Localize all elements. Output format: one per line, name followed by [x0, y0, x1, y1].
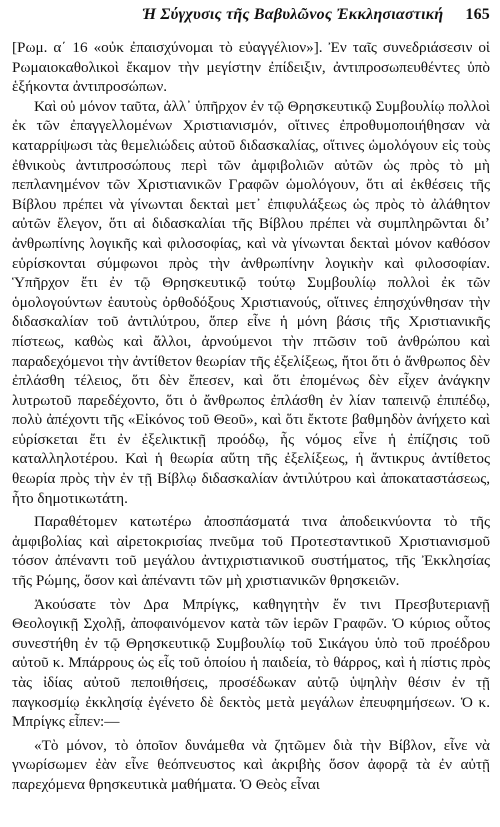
book-page: [12, 6, 490, 821]
page-number: 165: [465, 6, 490, 23]
paragraph-5: «Τὸ μόνον, τὸ ὁποῖον δυνάμεθα νὰ ζητῶμεν διὰ τὴν Βίβλον, εἶνε νὰ γνωρίσωμεν ἐὰν εἶνε θεόπνευστος καὶ ἀκριβὴς ὅσον ἀφορᾷ τὰ ἐν αὐτῇ παρεχόμενα θρησκευτικὰ μαθήματα. Ὁ Θεὸς εἶναι: [12, 736, 490, 793]
paragraph-1: [Ρωμ. α΄ 16 «οὐκ ἐπαισχύνομαι τὸ εὐαγγέλιον»]. Ἐν ταῖς συνεδριάσεσιν οἱ Ρωμαιοκαθολικοὶ ἔκαμον τὴν μεγίστην ἐπίδειξιν, ἀντιπροσωπευθέντες ὑπὸ ἑξήκοντα ἀντιπροσώπων.: [12, 39, 490, 96]
paragraph-4: Ἀκούσατε τὸν Δρα Μπρίγκς, καθηγητὴν ἔν τινι Πρεσβυτεριανῇ Θεολογικῇ Σχολῇ, ἀποφαινόμενον κατὰ τῶν ἱερῶν Γραφῶν. Ὁ κύριος οὗτος συνεστήθη ἐν τῷ Θρησκευτικῷ Συμβουλίῳ τοῦ Σικάγου ὑπὸ τοῦ προέδρου αὐτοῦ κ. Μπάρρους ὡς εἷς τοῦ ὁποίου ἡ παιδεία, τὸ θάρρος, καὶ ἡ πίστις πρὸς τὰς ἰδίας αὐτοῦ πεποιθήσεις, προσέδωκαν αὐτῷ ὑψηλὴν θέσιν ἐν τῇ παγκοσμίῳ ἐκκλησίᾳ ἐγένετο δὲ δεκτὸς μετὰ μεγάλων ἐπευφημήσεων. Ὁ κ. Μπρίγκς εἶπεν:—: [12, 595, 490, 731]
body-text: [12, 38, 490, 795]
paragraph-3: Παραθέτομεν κατωτέρω ἀποσπάσματά τινα ἀποδεικνύοντα τὸ τῆς ἀμφιβολίας καὶ αἱρετοκρισίας πνεῦμα τοῦ Προτεσταντικοῦ Χριστιανισμοῦ τόσον ἀπέναντι τοῦ μεγάλου ἀντιχριστιανικοῦ συστήματος, τῆς Ἐκκλησίας τῆς Ρώμης, ὅσον καὶ ἀπέναντι τῶν μὴ χριστιανικῶν θρησκειῶν.: [12, 513, 490, 590]
running-title: Ἡ Σύγχυσις τῆς Βαβυλῶνος Ἐκκλησιαστική: [142, 6, 444, 23]
running-header: [12, 6, 490, 32]
paragraph-2: Καὶ οὐ μόνον ταῦτα, ἀλλ᾽ ὑπῆρχον ἐν τῷ Θρησκευτικῷ Συμβουλίῳ πολλοὶ ἐκ τῶν ἐπαγγελλομένων Χριστιανισμόν, οἵτινες ἐπροθυμοποιήθησαν νὰ καταρρίψωσι τὰς θεμελιώδεις αὐτοῦ διδασκαλίας, οἵτινες ὡμολόγουν εἰς τοὺς ἐθνικοὺς ἀντιπροσώπους περὶ τῶν ἀμφιβολιῶν αὐτῶν ὡς πρὸς τὸ μὴ πεπλανημένον τῶν Χριστιανικῶν Γραφῶν ὡμολόγουν, ὅτι αἱ ἐκθέσεις τῆς Βίβλου πρέπει νὰ γίνωνται δεκταὶ μετ᾽ ἐπιφυλάξεως ὡς πρὸς τὸ ἀλάθητον αὐτῶν ἔλεγον, ὅτι αἱ διδασκαλίαι τῆς Βίβλου πρέπει νὰ συμπληρῶνται διʼ ἀνθρωπίνης λογικῆς καὶ φιλοσοφίας, καὶ νὰ γίνωνται δεκταὶ μόνον καθόσον εὑρίσκονται σύμφωνοι πρὸς τὴν ἀνθρωπίνην λογικὴν καὶ φιλοσοφίαν. Ὑπῆρχον ἔτι ἐν τῷ Θρησκευτικῷ τούτῳ Συμβουλίῳ πολλοὶ ἐκ τῶν ὁμολογούντων ἑαυτοὺς ὀρθοδόξους Χριστιανούς, οἵτινες ἐπησχύνθησαν τὴν διδασκαλίαν τοῦ ἀντιλύτρου, ὅπερ εἶνε ἡ μόνη βάσις τῆς Χριστιανικῆς πίστεως, καθὼς καὶ ἄλλοι, ἀρνούμενοι τὴν πτῶσιν τοῦ ἀνθρώπου καὶ παραδεχόμενοι τὴν ἀντίθετον θεωρίαν τῆς ἐξελίξεως, ἤτοι ὅτι ὁ ἄνθρωπος δὲν ἐπλάσθη τέλειος, ὅτι δὲν ἔπεσεν, καὶ ὅτι ἐπομένως δὲν εἶχεν ἀνάγκην λυτρωτοῦ παρεδέχοντο, ὅτι ὁ ἄνθρωπος ἐπλάσθη ἐν λίαν ταπεινῷ ἐπιπέδῳ, πολὺ ἀπέχοντι τῆς «Εἰκόνος τοῦ Θεοῦ», καὶ ὅτι ἔκτοτε βαθμηδὸν ἀνήχετο καὶ εὑρίσκεται ἔτι ἐν ἐξελικτικῇ προόδῳ, ἧς νόμος εἶνε ἡ ἐπίζησις τοῦ καταλληλοτέρου. Καὶ ἡ θεωρία αὕτη τῆς ἐξελίξεως, ἡ ἄντικρυς ἀντίθετος θεωρία πρὸς τὴν ἐν τῇ Βίβλῳ διδασκαλίαν ἀντιλύτρου καὶ ἀποκαταστάσεως, ἦτο δημοτικωτάτη.: [12, 97, 490, 507]
